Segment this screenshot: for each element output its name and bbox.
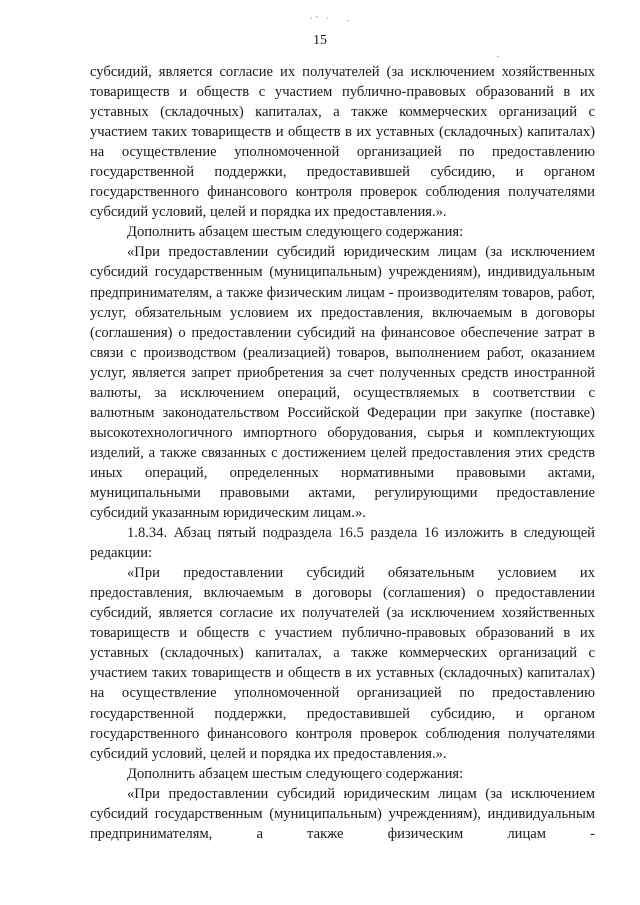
paragraph: «При предоставлении субсидий юридическим лицам (за исключением субсидий государственным (муниципальным) учреждениям), индивидуальным предпринимателям, а также физическим лицам -	[90, 785, 595, 842]
paragraph: 1.8.34. Абзац пятый подраздела 16.5 раздела 16 изложить в следующей редакции:	[90, 525, 595, 562]
document-body	[90, 62, 595, 844]
paragraph: «При предоставлении субсидий юридическим лицам (за исключением субсидий государственным (муниципальным) учреждениям), индивидуальным предпринимателям, а также физическим лицам - производителям товаров, работ, услуг, обязательным условием их предоставления, включаемым в договоры (соглашения) о предоставлении субсидий на финансовое обеспечение затрат в связи с производством (реализацией) товаров, выполнением работ, оказанием услуг, является запрет приобретения за счет полученных средств иностранной валюты, за исключением операций, осуществляемых в соответствии с валютным законодательством Российской Федерации при закупке (поставке) высокотехнологичного импортного оборудования, сырья и комплектующих изделий, а также связанных с достижением целей предоставления этих средств иных операций, определенных нормативными правовыми актами, муниципальными правовыми актами, регулирующими предоставление субсидий указанным юридическим лицам.».	[90, 244, 595, 522]
scan-specks: ·‘ · .	[310, 14, 352, 23]
paragraph: «При предоставлении субсидий обязательным условием их предоставления, включаемым в договоры (соглашения) о предоставлении субсидий, является согласие их получателей (за исключением хозяйственных товариществ и обществ с участием публично-правовых образований в их уставных (складочных) капиталах, а также коммерческих организаций с участием таких товариществ и обществ в их уставных (складочных) капиталах) на осуществление уполномоченной организацией по предоставлению государственной поддержки, предоставившей субсидию, и органом государственного финансового контроля проверок соблюдения получателями субсидий условий, целей и порядка их предоставления.».	[90, 565, 595, 762]
paragraph: субсидий, является согласие их получателей (за исключением хозяйственных товариществ и обществ с участием публично-правовых образований в их уставных (складочных) капиталах, а также коммерческих организаций с участием таких товариществ и обществ в их уставных (складочных) капиталах) на осуществление уполномоченной организацией по предоставлению государственной поддержки, предоставившей субсидию, и органом государственного финансового контроля проверок соблюдения получателями субсидий условий, целей и порядка их предоставления.».	[90, 64, 595, 221]
page-number: 15	[313, 33, 327, 48]
paragraph: Дополнить абзацем шестым следующего содержания:	[127, 224, 464, 241]
scan-speck: .	[497, 50, 499, 59]
paragraph: Дополнить абзацем шестым следующего содержания:	[127, 765, 464, 782]
